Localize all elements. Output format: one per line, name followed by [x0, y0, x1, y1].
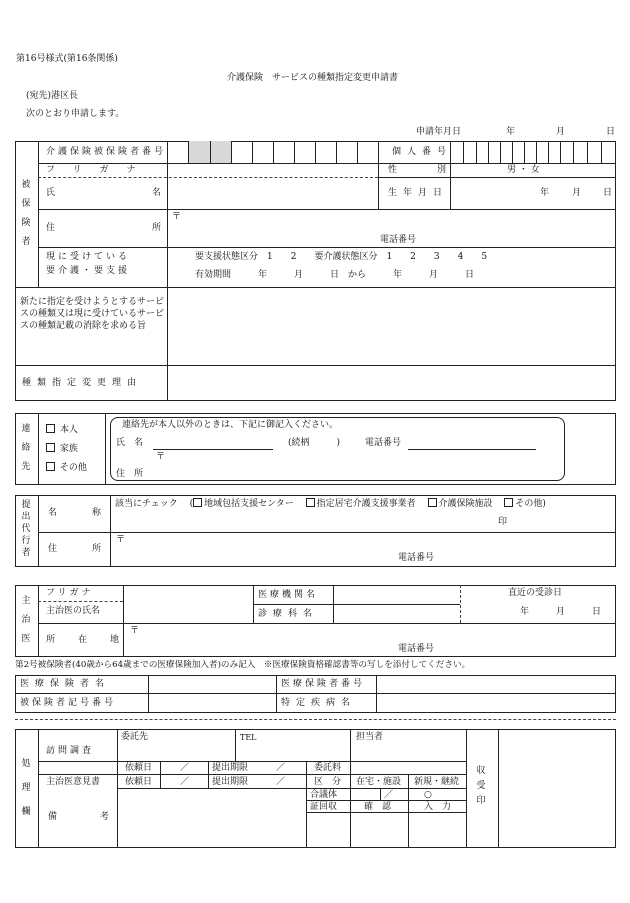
care-period-line[interactable]: 有効期間 年 月 日 から 年 月 日	[195, 270, 475, 280]
agent-option-3[interactable]: 介護保険施設	[438, 499, 493, 509]
agent-name-label-b: 称	[92, 508, 102, 518]
contact-postal-mark: 〒	[156, 452, 166, 462]
person-label: 担当者	[356, 732, 384, 742]
insurer-no-label: 医療保険者番号	[281, 679, 366, 689]
contact-address-field[interactable]	[153, 480, 536, 481]
entrust-label: 委託先	[121, 732, 149, 742]
agent-check-line[interactable]: 該当にチェック ( 地域包括支援センター 指定居宅介護支援事業者 介護保険施設 その他)	[115, 499, 546, 509]
contact-name-field[interactable]	[153, 449, 273, 450]
office-section-label: 処理欄	[21, 759, 31, 817]
agent-section-label: 提出代行者	[21, 500, 31, 558]
contact-address-label: 住 所	[116, 469, 144, 479]
address-label-a: 住	[46, 223, 56, 233]
agent-seal: 印	[498, 517, 508, 527]
address-label-b: 所	[152, 223, 162, 233]
new-service-label: 新たに指定を受けようとするサービスの種類又は現に受けているサービスの種類記載の消除を求める旨	[20, 297, 165, 331]
form-number: 第16号様式(第16条関係)	[16, 54, 118, 64]
doctor-address-c: 地	[110, 635, 120, 645]
contact-option-label: 家族	[59, 444, 78, 454]
category-label: 区 分	[314, 777, 342, 787]
checkbox-icon	[306, 498, 315, 507]
remarks-label-a: 備	[48, 812, 58, 822]
care-label-1: 現に受けている	[46, 252, 131, 262]
birth-year: 年	[540, 188, 550, 198]
new-renew[interactable]: 新規・継続	[414, 777, 460, 787]
agent-phone-label[interactable]: 電話番号	[398, 553, 435, 563]
birth-month: 月	[572, 188, 582, 198]
doctor-address-a: 所	[46, 635, 56, 645]
agent-check-text: 該当にチェック	[115, 499, 178, 509]
doctor-phone-label[interactable]: 電話番号	[398, 644, 435, 654]
new-service-field[interactable]	[168, 288, 616, 365]
sex-label-wrap	[388, 165, 486, 176]
opinion-slash-2: ／	[276, 777, 286, 787]
date-label: 申請年月日	[416, 127, 462, 137]
addressee: (宛先)港区長	[26, 91, 79, 101]
visit-deadline: 提出期限	[212, 763, 249, 773]
last-visit-label: 直近の受診日	[508, 588, 563, 598]
insured-section-label: 被保険者	[21, 180, 31, 247]
checkbox-icon	[193, 498, 202, 507]
furigana-label: フリガナ	[46, 165, 154, 175]
postal-mark: 〒	[172, 212, 182, 222]
care-level-line[interactable]: 要支援状態区分 1 2 要介護状態区分 1 2 3 4 5	[195, 252, 488, 262]
doctor-furigana-label: フリガナ	[46, 588, 94, 598]
intro-text: 次のとおり申請します。	[26, 109, 125, 119]
fee-label: 委託料	[314, 763, 342, 773]
change-reason-label: 種類指定変更理由	[22, 378, 143, 388]
visit-request-date: 依頼日	[125, 763, 153, 773]
input-label: 入 力	[424, 802, 452, 812]
contact-option-label: その他	[59, 463, 87, 473]
council-label: 合議体	[310, 790, 338, 800]
change-reason-field[interactable]	[168, 366, 616, 401]
checkbox-icon	[428, 498, 437, 507]
contact-option-family[interactable]	[46, 443, 78, 455]
name-label-b: 名	[152, 188, 162, 198]
contact-phone-label: 電話番号	[365, 438, 402, 448]
agent-address-label-b: 所	[92, 544, 102, 554]
visit-slash-2: ／	[276, 763, 286, 773]
doctor-address-b: 在	[78, 635, 88, 645]
collected-label: 証回収	[310, 802, 338, 812]
date-month: 月	[556, 127, 566, 137]
agent-option-4[interactable]: その他	[515, 499, 543, 509]
agent-postal-mark: 〒	[116, 535, 126, 545]
page-title: 介護保険 サービスの種類指定変更申請書	[227, 73, 399, 83]
birth-label: 生年月日	[388, 188, 449, 198]
name-label-a: 氏	[46, 188, 56, 198]
contact-phone-field[interactable]	[408, 449, 536, 450]
checkbox-icon	[46, 443, 55, 452]
contact-option-label: 本人	[59, 425, 78, 435]
agent-address-label-a: 住	[48, 544, 58, 554]
disease-label: 特定疾病名	[281, 698, 357, 708]
contact-option-other[interactable]	[46, 462, 87, 474]
opinion-label: 主治医意見書	[46, 777, 101, 787]
remarks-label-b: 考	[100, 812, 110, 822]
date-day: 日	[606, 127, 616, 137]
agent-name-label-a: 名	[48, 508, 58, 518]
opinion-slash-1: ／	[180, 777, 190, 787]
checkbox-icon	[504, 498, 513, 507]
receipt-seal-label: 収受印	[476, 766, 486, 806]
contact-section-label: 連絡先	[21, 424, 31, 472]
name-field[interactable]	[188, 177, 378, 209]
sex-label: 性別	[388, 165, 487, 175]
insured-number-label: 介護保険被保険者番号	[46, 147, 167, 157]
care-label-2: 要介護・要支援	[46, 266, 131, 276]
department-label: 診療科名	[258, 609, 319, 619]
doctor-postal-mark: 〒	[130, 626, 140, 636]
birth-day: 日	[603, 188, 613, 198]
agent-option-1[interactable]: 地域包括支援センター	[204, 499, 294, 509]
date-year: 年	[506, 127, 516, 137]
insured-phone-label[interactable]: 電話番号	[380, 235, 417, 245]
symbol-label: 被保険者記号番号	[20, 698, 117, 708]
council-circle: ○	[424, 790, 432, 800]
opinion-deadline: 提出期限	[212, 777, 249, 787]
council-slash: ／	[384, 790, 394, 800]
sex-value[interactable]: 男 ・ 女	[507, 165, 540, 175]
confirm-label: 確 認	[364, 802, 392, 812]
visit-slash-1: ／	[180, 763, 190, 773]
contact-name-label: 氏 名	[116, 438, 144, 448]
contact-note: 連絡先が本人以外のときは、下記に御記入ください。	[122, 420, 339, 430]
type2-note: 第2号被保険者(40歳から64歳までの医療保険加入者)のみ記入 ※医療保険資格確認書等の写しを添付してください。	[15, 660, 471, 670]
personal-number-label: 個人番号	[392, 147, 453, 157]
institution-label: 医療機関名	[258, 590, 319, 600]
last-visit-date[interactable]: 年 月 日	[520, 607, 602, 617]
category-options[interactable]: 在宅・施設	[356, 777, 402, 787]
insurer-name-label: 医療保険者名	[20, 679, 111, 689]
checkbox-icon	[46, 424, 55, 433]
doctor-section-label: 主治医	[21, 596, 31, 644]
doctor-name-label: 主治医の氏名	[46, 606, 101, 616]
checkbox-icon	[46, 462, 55, 471]
contact-option-self[interactable]	[46, 424, 78, 436]
tel-label: TEL	[240, 733, 257, 742]
cut-line	[15, 719, 616, 720]
visit-survey-label: 訪問調査	[46, 746, 95, 756]
agent-option-2[interactable]: 指定居宅介護支援事業者	[316, 499, 416, 509]
contact-relation-label[interactable]: (続柄 )	[288, 438, 341, 448]
opinion-request-date: 依頼日	[125, 777, 153, 787]
